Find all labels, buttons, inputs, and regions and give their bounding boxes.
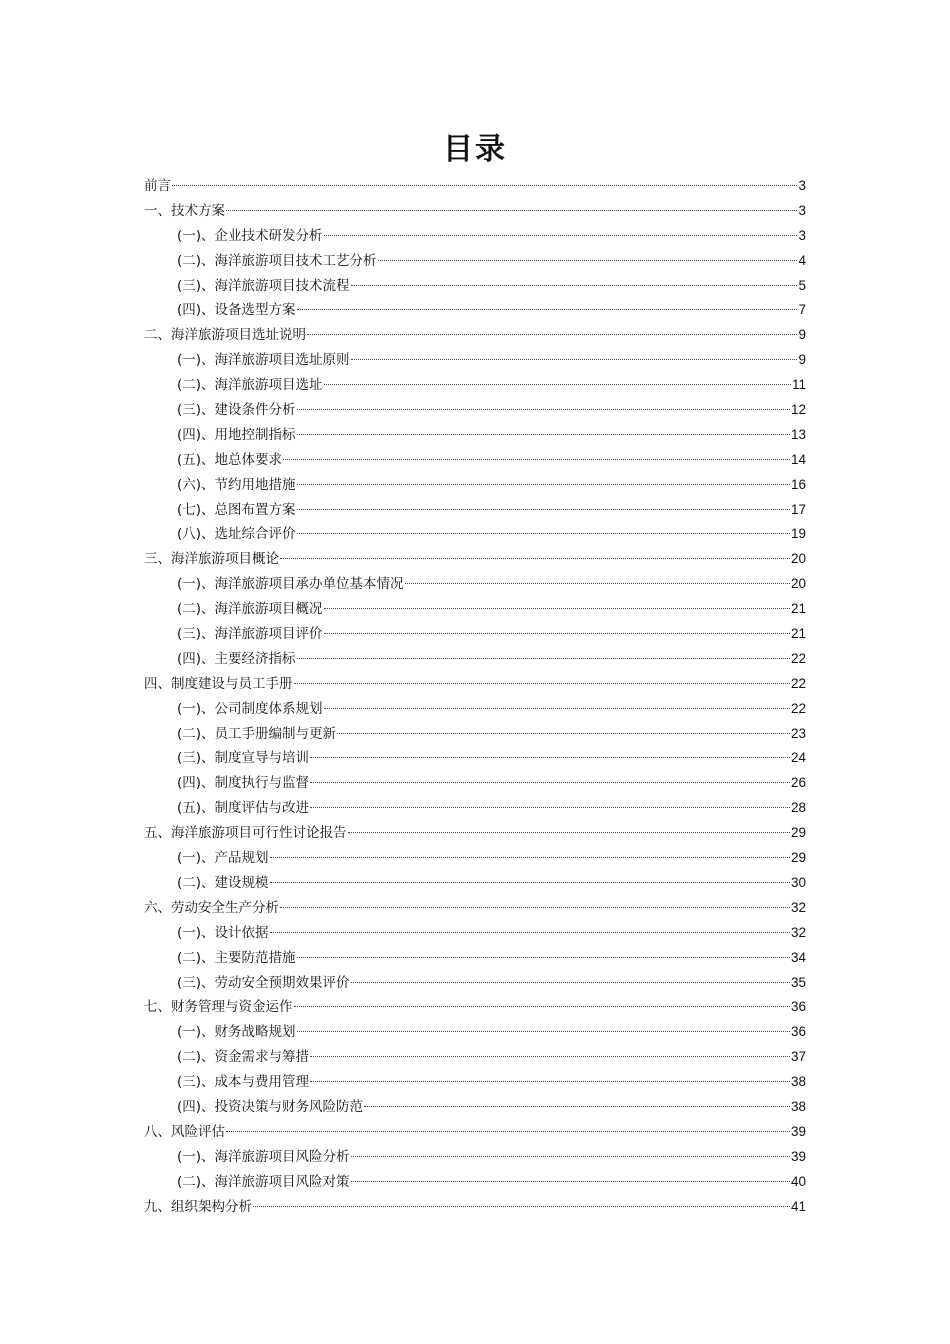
toc-entry-text: (六)、节约用地措施 xyxy=(177,476,296,493)
toc-entry-text: (三)、海洋旅游项目评价 xyxy=(177,626,323,643)
toc-leader-dots xyxy=(310,756,790,758)
toc-leader-dots xyxy=(324,632,790,634)
toc-entry[interactable] xyxy=(144,597,806,622)
toc-entry-text: (一)、财务战略规划 xyxy=(177,1024,296,1041)
toc-entry-page-number: 19 xyxy=(790,526,806,542)
toc-entry-page-number: 3 xyxy=(798,227,806,243)
toc-entry[interactable] xyxy=(144,298,806,323)
toc-entry-page-number: 13 xyxy=(790,426,806,442)
toc-entry[interactable] xyxy=(144,1195,806,1220)
toc-entry-text: 九、组织架构分析 xyxy=(144,1198,252,1215)
toc-entry[interactable] xyxy=(144,771,806,796)
toc-entry[interactable] xyxy=(144,896,806,921)
toc-entry[interactable] xyxy=(144,971,806,996)
toc-entry-page-number: 32 xyxy=(790,924,806,940)
toc-entry[interactable] xyxy=(144,423,806,448)
toc-entry-page-number: 16 xyxy=(790,476,806,492)
toc-leader-dots xyxy=(297,508,790,510)
toc-entry-text: (二)、海洋旅游项目技术工艺分析 xyxy=(177,252,377,269)
toc-entry-text: (三)、建设条件分析 xyxy=(177,402,296,419)
toc-entry[interactable] xyxy=(144,473,806,498)
toc-entry[interactable] xyxy=(144,995,806,1020)
toc-entry[interactable] xyxy=(144,547,806,572)
toc-entry-page-number: 38 xyxy=(790,1074,806,1090)
toc-entry-text: 五、海洋旅游项目可行性讨论报告 xyxy=(144,825,347,842)
toc-entry-text: (四)、用地控制指标 xyxy=(177,426,296,443)
toc-entry[interactable] xyxy=(144,846,806,871)
toc-entry[interactable] xyxy=(144,871,806,896)
toc-leader-dots xyxy=(294,682,790,684)
toc-entry[interactable] xyxy=(144,821,806,846)
toc-leader-dots xyxy=(226,209,797,211)
toc-entry-text: (三)、制度宣导与培训 xyxy=(177,750,310,767)
toc-leader-dots xyxy=(297,1030,790,1032)
toc-entry-page-number: 34 xyxy=(790,949,806,965)
toc-entry-page-number: 5 xyxy=(798,277,806,293)
toc-entry[interactable] xyxy=(144,522,806,547)
toc-entry[interactable] xyxy=(144,946,806,971)
toc-leader-dots xyxy=(307,333,797,335)
toc-leader-dots xyxy=(270,931,790,933)
toc-leader-dots xyxy=(351,981,790,983)
toc-leader-dots xyxy=(351,1155,790,1157)
toc-leader-dots xyxy=(405,582,790,584)
toc-leader-dots xyxy=(294,1005,790,1007)
toc-entry-text: (八)、选址综合评价 xyxy=(177,526,296,543)
toc-entry-page-number: 30 xyxy=(790,874,806,890)
toc-entry-page-number: 9 xyxy=(798,327,806,343)
toc-entry-page-number: 4 xyxy=(798,252,806,268)
toc-leader-dots xyxy=(172,184,797,186)
toc-entry-text: 七、财务管理与资金运作 xyxy=(144,999,293,1016)
toc-entry-page-number: 36 xyxy=(790,1024,806,1040)
toc-entry[interactable] xyxy=(144,722,806,747)
toc-entry[interactable] xyxy=(144,323,806,348)
toc-entry-page-number: 12 xyxy=(790,402,806,418)
toc-leader-dots xyxy=(297,408,790,410)
toc-leader-dots xyxy=(283,458,790,460)
toc-entry[interactable] xyxy=(144,224,806,249)
toc-entry-text: 二、海洋旅游项目选址说明 xyxy=(144,327,306,344)
toc-entry-page-number: 41 xyxy=(790,1198,806,1214)
toc-entry[interactable] xyxy=(144,1145,806,1170)
toc-entry-page-number: 14 xyxy=(790,451,806,467)
toc-leader-dots xyxy=(351,284,798,286)
toc-entry-text: (二)、海洋旅游项目风险对策 xyxy=(177,1173,350,1190)
toc-entry-text: (二)、海洋旅游项目概况 xyxy=(177,601,323,618)
toc-entry-page-number: 24 xyxy=(790,750,806,766)
toc-entry-page-number: 3 xyxy=(798,202,806,218)
toc-entry-page-number: 26 xyxy=(790,775,806,791)
toc-leader-dots xyxy=(324,707,790,709)
toc-leader-dots xyxy=(310,806,790,808)
toc-leader-dots xyxy=(348,831,790,833)
toc-entry-page-number: 20 xyxy=(790,576,806,592)
toc-entry-text: (一)、企业技术研发分析 xyxy=(177,227,323,244)
toc-leader-dots xyxy=(270,856,790,858)
toc-entry-text: (一)、公司制度体系规划 xyxy=(177,700,323,717)
toc-entry-text: (一)、产品规划 xyxy=(177,850,269,867)
toc-entry-text: (二)、资金需求与筹措 xyxy=(177,1049,310,1066)
toc-leader-dots xyxy=(364,1105,790,1107)
toc-entry-page-number: 28 xyxy=(790,800,806,816)
toc-entry-text: 四、制度建设与员工手册 xyxy=(144,675,293,692)
toc-leader-dots xyxy=(310,781,790,783)
toc-entry-text: (二)、主要防范措施 xyxy=(177,949,296,966)
toc-entry-text: 一、技术方案 xyxy=(144,202,225,219)
toc-entry-text: (七)、总图布置方案 xyxy=(177,501,296,518)
toc-entry[interactable] xyxy=(144,448,806,473)
toc-entry[interactable] xyxy=(144,274,806,299)
toc-entry-page-number: 37 xyxy=(790,1049,806,1065)
toc-leader-dots xyxy=(378,259,798,261)
toc-entry-page-number: 9 xyxy=(798,352,806,368)
toc-entry-text: (四)、主要经济指标 xyxy=(177,650,296,667)
toc-leader-dots xyxy=(297,956,790,958)
toc-leader-dots xyxy=(310,1080,790,1082)
toc-entry-text: (三)、成本与费用管理 xyxy=(177,1074,310,1091)
toc-leader-dots xyxy=(297,657,790,659)
toc-leader-dots xyxy=(297,433,790,435)
toc-entry-text: 三、海洋旅游项目概论 xyxy=(144,551,279,568)
toc-entry[interactable] xyxy=(144,398,806,423)
toc-entry-page-number: 17 xyxy=(790,501,806,517)
toc-entry-text: (三)、劳动安全预期效果评价 xyxy=(177,974,350,991)
toc-entry-page-number: 20 xyxy=(790,551,806,567)
toc-entry-page-number: 38 xyxy=(790,1098,806,1114)
toc-entry-page-number: 3 xyxy=(798,178,806,193)
toc-leader-dots xyxy=(337,732,790,734)
toc-entry[interactable] xyxy=(144,1170,806,1195)
toc-entry[interactable] xyxy=(144,647,806,672)
toc-entry[interactable] xyxy=(144,921,806,946)
toc-entry-text: (四)、设备选型方案 xyxy=(177,302,296,319)
toc-entry[interactable] xyxy=(144,249,806,274)
toc-leader-dots xyxy=(280,906,790,908)
toc-list xyxy=(144,174,806,1219)
toc-entry[interactable] xyxy=(144,622,806,647)
toc-entry-page-number: 36 xyxy=(790,999,806,1015)
toc-leader-dots xyxy=(324,234,798,236)
toc-leader-dots xyxy=(351,1180,790,1182)
toc-entry[interactable] xyxy=(144,373,806,398)
toc-entry-text: (五)、制度评估与改进 xyxy=(177,800,310,817)
toc-entry[interactable] xyxy=(144,697,806,722)
toc-entry-text: (一)、海洋旅游项目选址原则 xyxy=(177,352,350,369)
toc-entry-page-number: 29 xyxy=(790,825,806,841)
toc-entry-page-number: 35 xyxy=(790,974,806,990)
toc-entry-text: (二)、建设规模 xyxy=(177,874,269,891)
toc-entry-text: (二)、海洋旅游项目选址 xyxy=(177,377,323,394)
toc-entry[interactable] xyxy=(144,1070,806,1095)
toc-entry-page-number: 22 xyxy=(790,650,806,666)
toc-entry-text: 八、风险评估 xyxy=(144,1123,225,1140)
toc-entry-page-number: 7 xyxy=(798,302,806,318)
toc-entry[interactable] xyxy=(144,174,806,199)
toc-leader-dots xyxy=(253,1205,790,1207)
toc-entry-page-number: 11 xyxy=(791,377,806,393)
toc-entry-text: (三)、海洋旅游项目技术流程 xyxy=(177,277,350,294)
toc-entry[interactable] xyxy=(144,572,806,597)
toc-entry-page-number: 22 xyxy=(790,675,806,691)
toc-entry-text: (五)、地总体要求 xyxy=(177,451,283,468)
toc-leader-dots xyxy=(310,1055,790,1057)
toc-entry-text: 六、劳动安全生产分析 xyxy=(144,899,279,916)
toc-leader-dots xyxy=(324,607,790,609)
toc-leader-dots xyxy=(297,308,798,310)
toc-entry-page-number: 39 xyxy=(790,1148,806,1164)
toc-title: 目录 xyxy=(443,132,507,167)
toc-entry[interactable] xyxy=(144,746,806,771)
toc-entry[interactable] xyxy=(144,1120,806,1145)
toc-entry-page-number: 39 xyxy=(790,1123,806,1139)
toc-entry[interactable] xyxy=(144,796,806,821)
toc-entry-text: (一)、海洋旅游项目承办单位基本情况 xyxy=(177,576,404,593)
toc-entry-text: (一)、设计依据 xyxy=(177,924,269,941)
toc-entry[interactable] xyxy=(144,672,806,697)
toc-entry[interactable] xyxy=(144,498,806,523)
toc-leader-dots xyxy=(270,881,790,883)
toc-entry[interactable] xyxy=(144,1045,806,1070)
toc-entry-text: (一)、海洋旅游项目风险分析 xyxy=(177,1148,350,1165)
toc-entry-page-number: 21 xyxy=(790,601,806,617)
toc-leader-dots xyxy=(226,1130,790,1132)
toc-leader-dots xyxy=(297,483,790,485)
toc-entry-text: (四)、制度执行与监督 xyxy=(177,775,310,792)
toc-entry-text: 前言 xyxy=(144,178,171,194)
toc-entry-text: (二)、员工手册编制与更新 xyxy=(177,725,337,742)
toc-entry[interactable] xyxy=(144,1095,806,1120)
toc-leader-dots xyxy=(297,532,790,534)
toc-entry-page-number: 23 xyxy=(790,725,806,741)
toc-entry-page-number: 22 xyxy=(790,700,806,716)
toc-leader-dots xyxy=(280,557,790,559)
toc-entry[interactable] xyxy=(144,199,806,224)
toc-leader-dots xyxy=(351,358,798,360)
toc-leader-dots xyxy=(324,383,791,385)
toc-entry-page-number: 32 xyxy=(790,899,806,915)
toc-entry[interactable] xyxy=(144,1020,806,1045)
toc-entry-page-number: 29 xyxy=(790,850,806,866)
toc-entry[interactable] xyxy=(144,348,806,373)
toc-entry-page-number: 21 xyxy=(790,626,806,642)
toc-entry-text: (四)、投资决策与财务风险防范 xyxy=(177,1098,364,1115)
toc-entry-page-number: 40 xyxy=(790,1173,806,1189)
